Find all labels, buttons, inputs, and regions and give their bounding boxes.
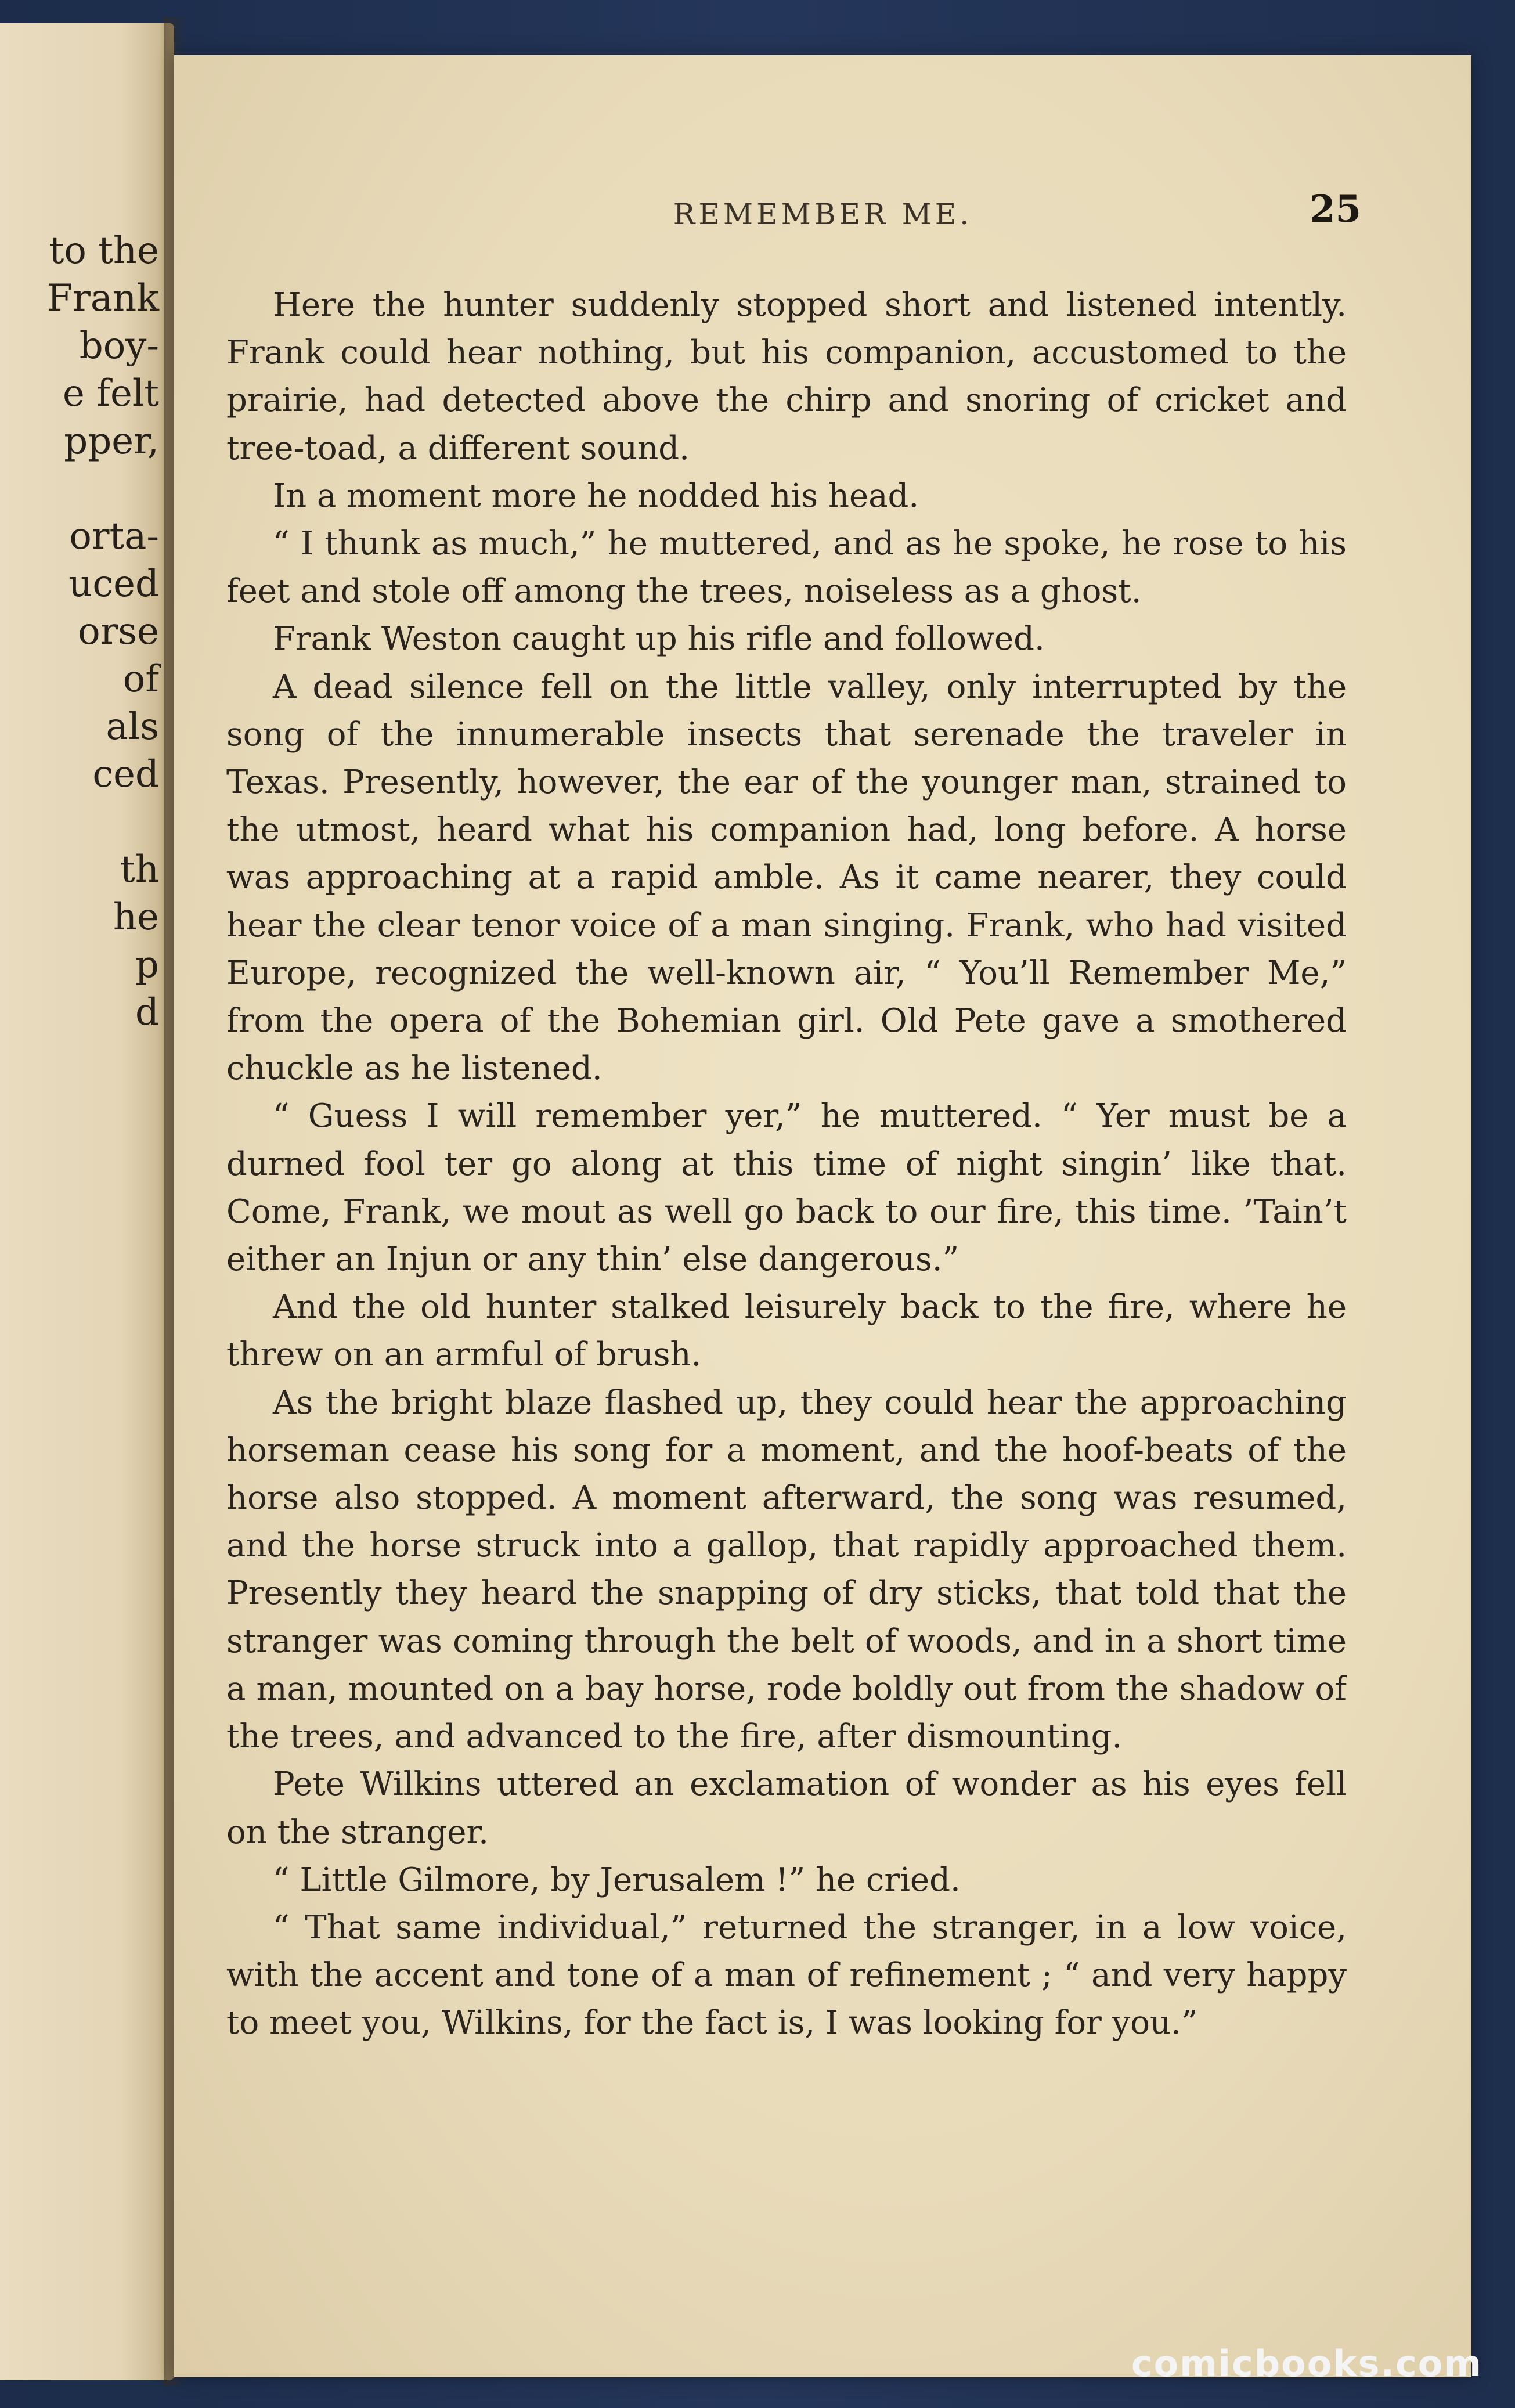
paragraph: “ Guess I will remember yer,” he muttered. “ Yer must be a durned fool ter go along at this time of night singin’ like that. Come, Frank, we mout as well go back to our fire, this time. ’Tain’t either an Injun or any thin’ else dangerous.” [226,1097,1347,1279]
book-page [174,55,1471,2377]
body-text [226,282,1347,2232]
paragraph: A dead silence fell on the little valley, only interrupted by the song of the innumerable insects that serenade the traveler in Texas. Presently, however, the ear of the younger man, strained to the utmost, heard what his companion had, long before. A horse was approaching at a rapid amble. As it came nearer, they could hear the clear tenor voice of a man singing. Frank, who had visited Europe, recognized the well-known air, “ You’ll Remember Me,” from the opera of the Bohemian girl. Old Pete gave a smothered chuckle as he listened. [226,668,1347,1088]
facing-page-fragment: uced [68,563,159,605]
facing-page-fragment: als [106,705,159,748]
paragraph: “ I thunk as much,” he muttered, and as he spoke, he rose to his feet and stole off among the trees, noiseless as a ghost. [226,525,1347,611]
paragraph: Pete Wilkins uttered an exclamation of wonder as his eyes fell on the stranger. [226,1765,1347,1851]
facing-page-fragment: pper, [64,420,159,463]
facing-page-fragment: to the [49,229,159,272]
facing-page-fragment: d [135,991,159,1034]
facing-page-fragment: he [113,896,159,939]
facing-page [0,23,174,2380]
facing-page-fragment: orta- [69,515,159,558]
paragraph: As the bright blaze flashed up, they could hear the approaching horseman cease his song for a moment, and the hoof-beats of the horse also stopped. A moment afterward, the song was resumed, and the horse struck into a gallop, that rapidly approached them. Presently they heard the snapping of dry sticks, that told that the stranger was coming through the belt of woods, and in a short time a man, mounted on a bay horse, rode boldly out from the shadow of the trees, and advanced to the fire, after dismounting. [226,1383,1347,1756]
facing-page-fragment: boy- [79,325,159,367]
running-head: REMEMBER ME. [673,197,973,231]
paragraph: “ That same individual,” returned the stranger, in a low voice, with the accent and tone of a man of refinement ; “ and very happy to meet you, Wilkins, for the fact is, I was looking for you.” [226,1908,1347,2042]
paragraph: And the old hunter stalked leisurely back to the fire, where he threw on an armful of brush. [226,1288,1347,1374]
page-number: 25 [1309,188,1361,231]
facing-page-fragment: p [135,943,159,986]
paragraph: “ Little Gilmore, by Jerusalem !” he cried. [273,1861,961,1899]
facing-page-fragment: Frank [46,277,159,320]
paragraph: Here the hunter suddenly stopped short and listened intently. Frank could hear nothing, but his companion, accustomed to the prairie, had detected above the chirp and snoring of cricket and tree-toad, a different sound. [226,286,1347,467]
paragraph: Frank Weston caught up his rifle and followed. [273,620,1045,658]
paragraph: In a moment more he nodded his head. [273,477,919,515]
facing-page-fragment: of [122,658,159,701]
facing-page-fragment: th [120,848,159,891]
facing-page-fragment: ced [92,753,159,796]
facing-page-fragment: e felt [63,372,159,415]
watermark: comicbooks.com [1131,2342,1482,2385]
facing-page-fragment: orse [78,610,159,653]
